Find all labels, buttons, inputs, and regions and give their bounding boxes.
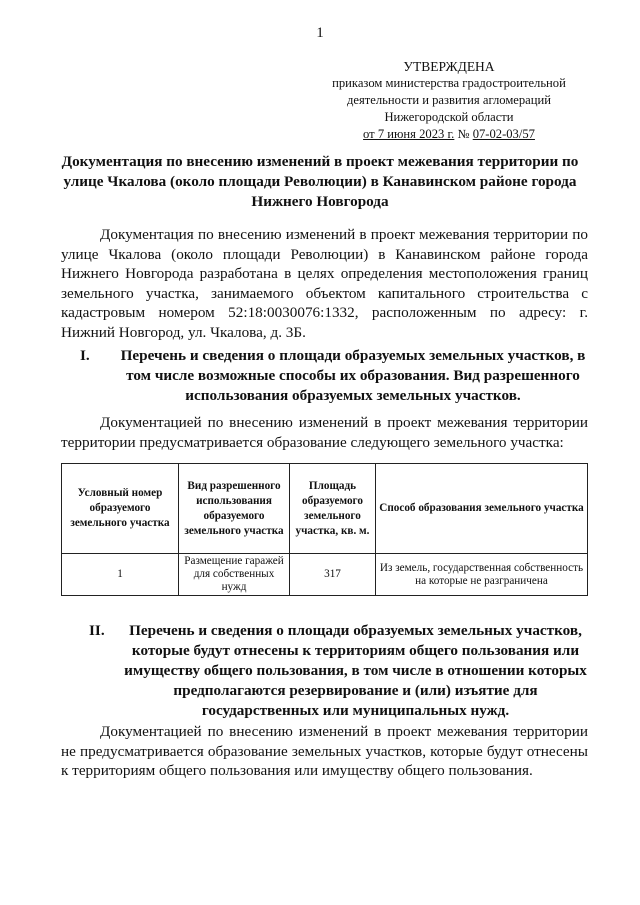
table-header-cell: Площадь образуемого земельного участка, кв. м. [290, 464, 376, 554]
approval-date: от 7 июня 2023 г. [363, 127, 455, 141]
approval-line: приказом министерства градостроительной [332, 76, 566, 90]
approval-number: 07-02-03/57 [472, 127, 535, 141]
approval-stamp [318, 58, 580, 143]
page-number: 1 [316, 25, 324, 41]
table-header-cell: Условный номер образуемого земельного участка [62, 464, 179, 554]
approval-date-line [318, 126, 580, 143]
section-1-heading [80, 346, 588, 406]
section-heading-text: Перечень и сведения о площади образуемых земельных участков, в том числе возможные способы их образования. Вид разрешенного использования образуемых земельных участков. [120, 347, 586, 404]
document-title: Документация по внесению изменений в проект межевания территории по улице Чкалова (около площади Революции) в Канавинском районе города Нижнего Новгорода [61, 153, 579, 210]
section-heading-text: Перечень и сведения о площади образуемых земельных участков, которые будут отнесены к территориям общего пользования или имуществу общего пользования, в том числе в отношении которых предполагаются резервирование и (или) изъятие для государственных или муниципальных нужд. [124, 622, 587, 719]
table-cell: 1 [62, 554, 179, 596]
table-row [62, 554, 588, 596]
intro-paragraph: Документация по внесению изменений в проект межевания территории по улице Чкалова (около площади Революции) в Канавинском районе города Нижнего Новгорода разработана в целях определения местоположения границ земельного участка, занимаемого объектом капитального строительства с кадастровым номером 52:18:0030076:1332, расположенным по адресу: г. Нижний Новгород, ул. Чкалова, д. 3Б. [61, 226, 588, 341]
section-2-heading [89, 621, 588, 721]
table-header-row [62, 464, 588, 554]
table-header-cell: Вид разрешенного использования образуемого земельного участка [179, 464, 290, 554]
table-header-cell: Способ образования земельного участка [376, 464, 588, 554]
section-1-paragraph: Документацией по внесению изменений в проект межевания территории территории предусматривается образование следующего земельного участка: [61, 414, 588, 451]
land-plots-table [61, 463, 588, 596]
table-cell: Размещение гаражей для собственных нужд [179, 554, 290, 596]
section-2-paragraph: Документацией по внесению изменений в проект межевания территории не предусматривается образование земельных участков, которые будут отнесены к территориям общего пользования или имуществу общего пользования. [61, 723, 588, 779]
approval-title: УТВЕРЖДЕНА [403, 59, 495, 74]
approval-line: деятельности и развития агломераций [347, 93, 551, 107]
approval-number-sign: № [457, 127, 470, 141]
table-cell: Из земель, государственная собственность на которые не разграничена [376, 554, 588, 596]
approval-line: Нижегородской области [384, 110, 514, 124]
section-number: I. [80, 347, 90, 364]
table-cell: 317 [290, 554, 376, 596]
section-number: II. [89, 622, 105, 639]
